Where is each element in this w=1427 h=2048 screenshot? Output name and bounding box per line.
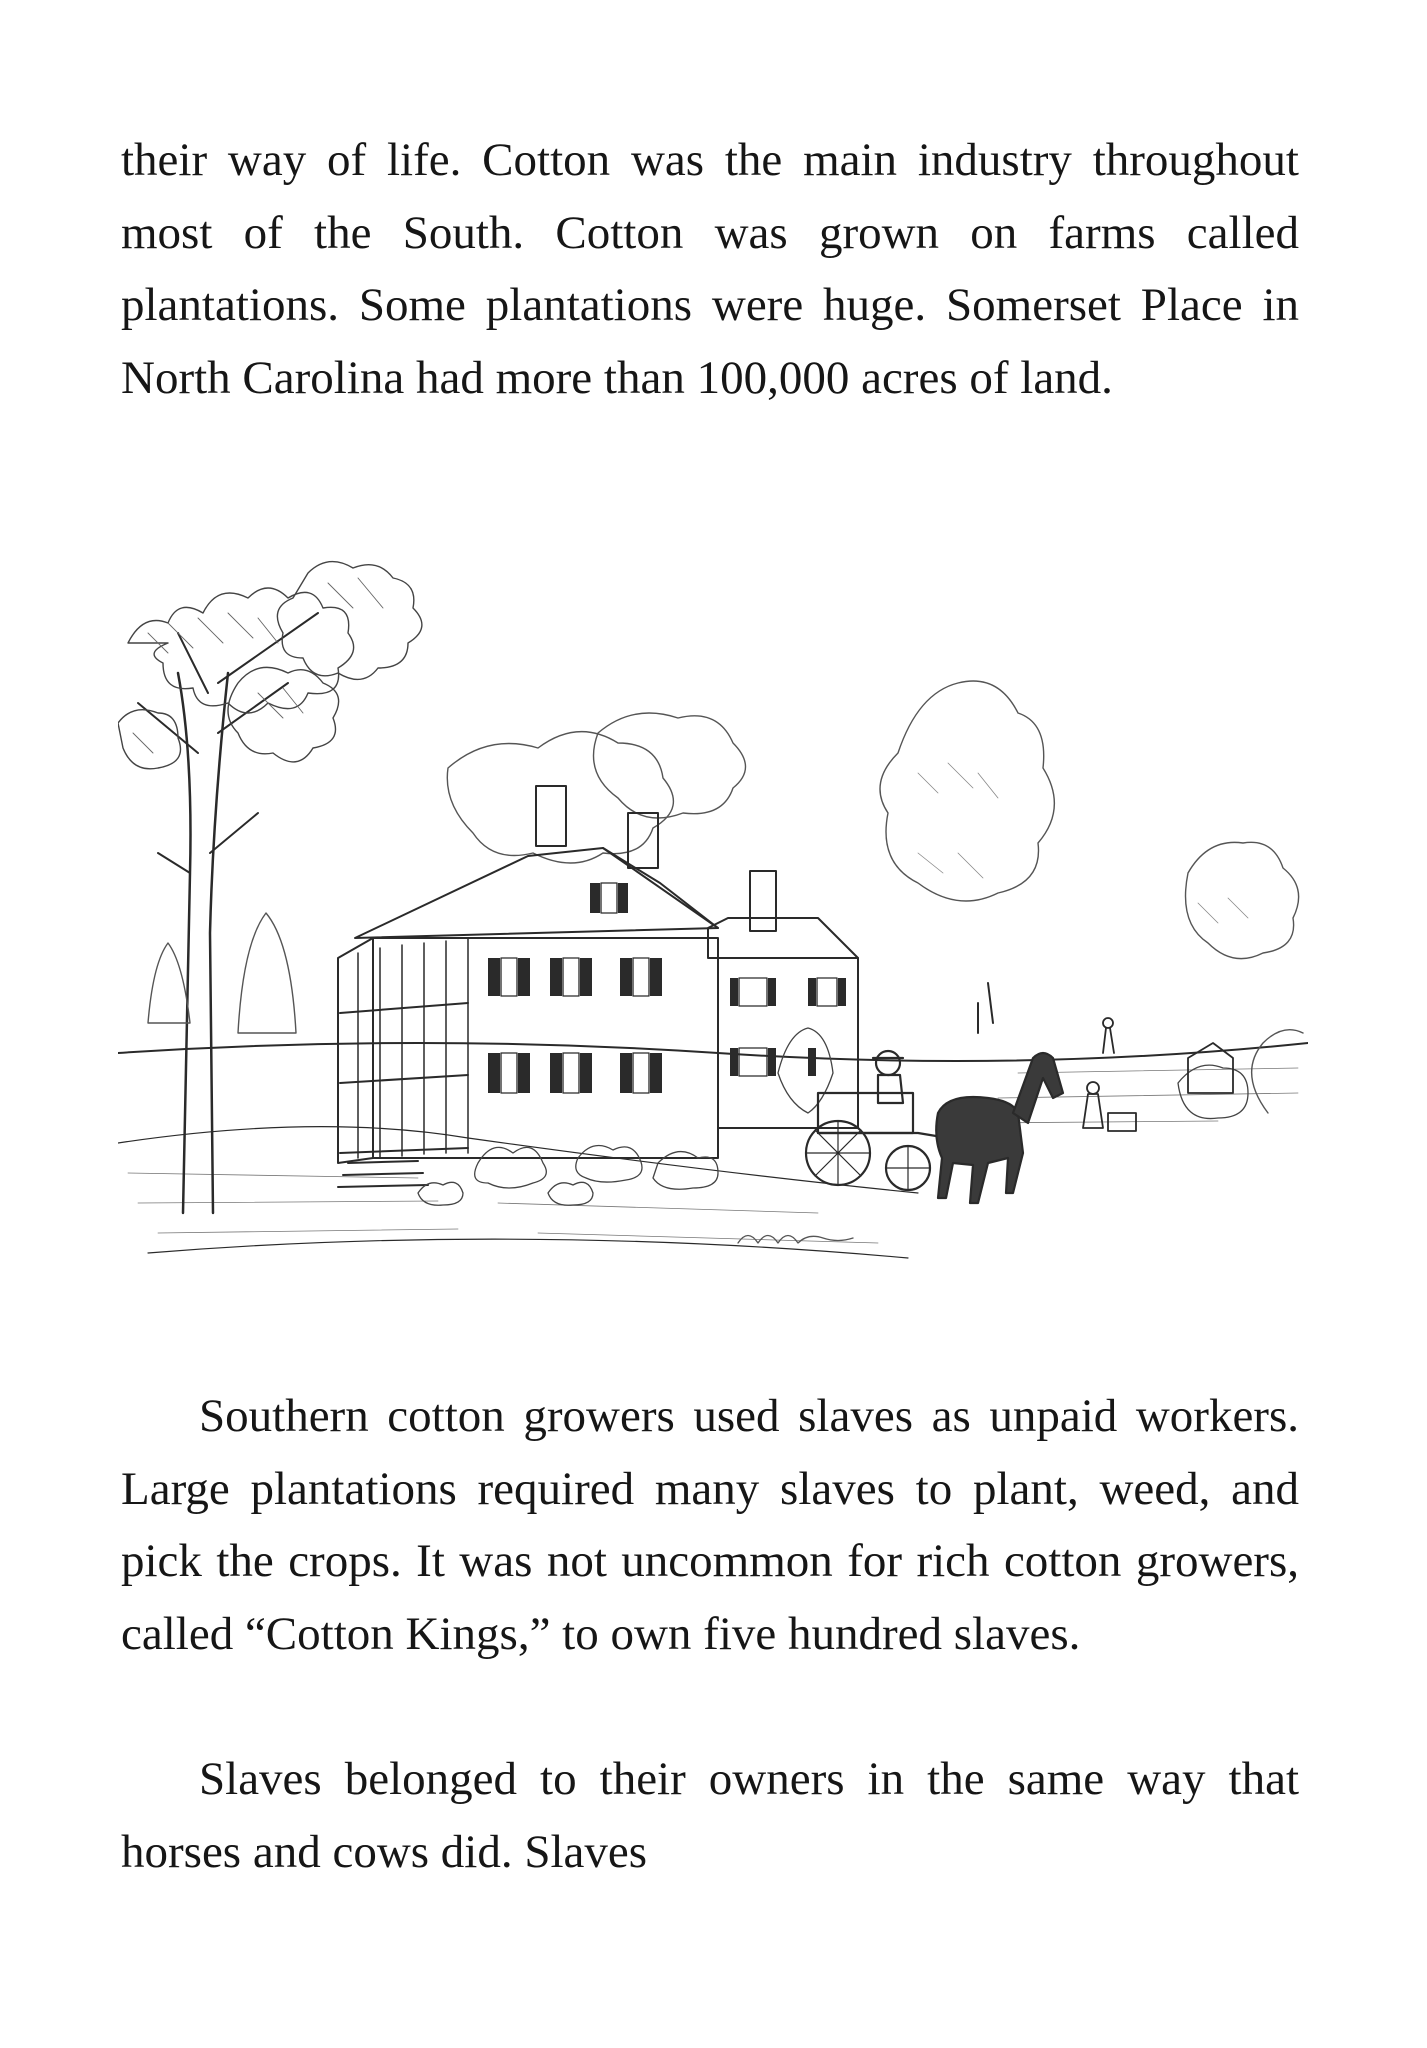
garden-bushes: [418, 1028, 1248, 1205]
paragraph-cotton-growers: Southern cotton growers used slaves as unpaid workers. Large plantations required many slaves to plant, weed, and pick the crops. It was not uncommon for rich cotton growers, called “Cotton Kings,” to own five hundred slaves.: [121, 1390, 1299, 1660]
paragraph-slaves-property: Slaves belonged to their owners in the same way that horses and cows did. Slaves: [121, 1753, 1299, 1878]
paragraph-cotton-industry: their way of life. Cotton was the main industry throughout most of the South. Cotton was grown on farms called plantations. Some plantations were huge. Somerset Place in North Carolina had more than 100,000 acres of land.: [121, 134, 1299, 404]
tall-tree: [118, 562, 422, 1213]
plantation-illustration: [118, 553, 1308, 1283]
horse: [936, 1053, 1063, 1203]
field-workers: [1083, 1018, 1233, 1131]
plantation-house: [338, 786, 858, 1187]
